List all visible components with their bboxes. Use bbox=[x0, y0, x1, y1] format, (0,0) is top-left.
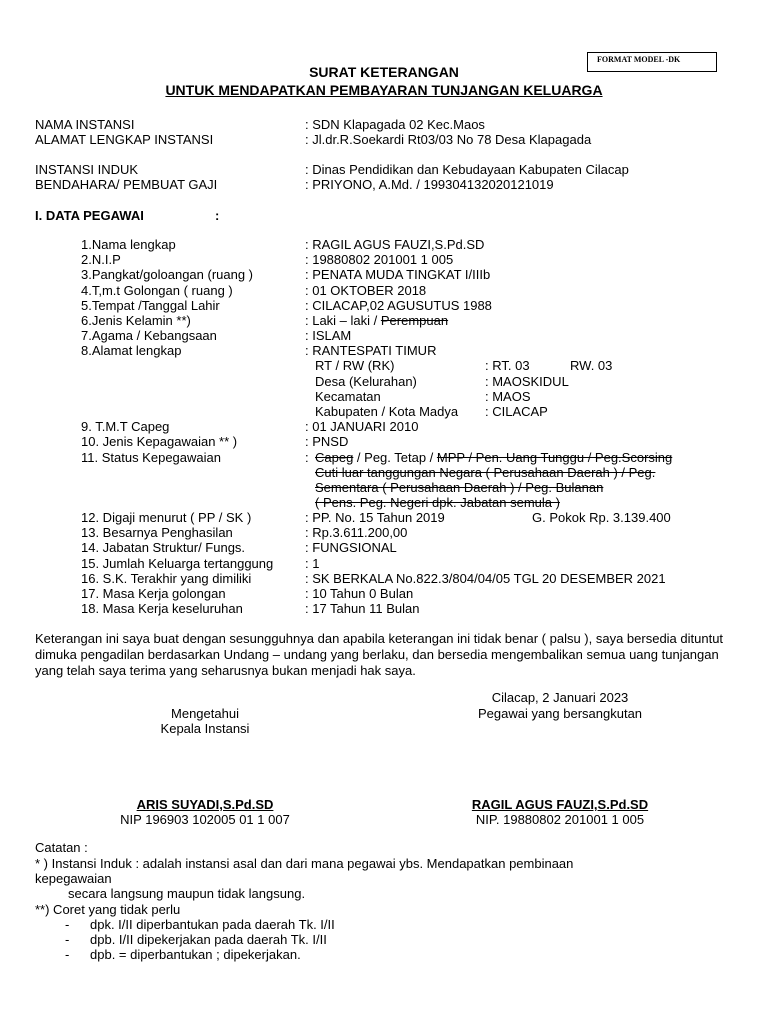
address-desa-label: Desa (Kelurahan) bbox=[315, 374, 417, 389]
field-value-13: : Rp.3.611.200,00 bbox=[305, 525, 408, 540]
field-value-9: : 01 JANUARI 2010 bbox=[305, 419, 419, 434]
address-kab-label: Kabupaten / Kota Madya bbox=[315, 404, 459, 419]
status-peg-tetap: / Peg. Tetap / bbox=[353, 450, 437, 465]
address-kec-label: Kecamatan bbox=[315, 389, 381, 404]
signature-left-nip: NIP 196903 102005 01 1 007 bbox=[120, 812, 290, 827]
address-rw-value: RW. 03 bbox=[570, 358, 613, 373]
field-label-3: 3.Pangkat/goloangan (ruang ) bbox=[81, 267, 254, 282]
notes-bullet-dash-2: - bbox=[65, 932, 70, 947]
field-value-14: : FUNGSIONAL bbox=[305, 540, 397, 555]
field-label-11: 11. Status Kepegawaian bbox=[81, 450, 221, 465]
signature-left-name: ARIS SUYADI,S.Pd.SD bbox=[136, 797, 274, 812]
notes-item-1-cont-2: secara langsung maupun tidak langsung. bbox=[68, 886, 306, 901]
status-line-3: Sementara ( Perusahaan Daerah ) / Peg. Bulanan bbox=[315, 480, 604, 495]
signature-left-line-1: Mengetahui bbox=[171, 706, 239, 721]
signature-place-date: Cilacap, 2 Januari 2023 bbox=[491, 690, 629, 705]
notes-item-2: **) Coret yang tidak perlu bbox=[35, 902, 181, 917]
field-label-14: 14. Jabatan Struktur/ Fungs. bbox=[81, 540, 246, 555]
field-label-2: 2.N.I.P bbox=[81, 252, 121, 267]
instansi-label-nama: NAMA INSTANSI bbox=[35, 117, 135, 132]
field-value-15: : 1 bbox=[305, 556, 320, 571]
status-line-2: Cuti luar tanggungan Negara ( Perusahaan Daerah ) / Peg. bbox=[315, 465, 656, 480]
statement-paragraph: Keterangan ini saya buat dengan sesungguhnya dan apabila keterangan ini tidak benar ( palsu ), saya bersedia dituntut dimuka pengadilan berdasarkan Undang – undang yang berlaku, dan bersedia mengembalikan semua uang tunjangan yang telah saya terima yang seharusnya bukan menjadi hak saya. bbox=[35, 631, 724, 678]
field-label-18: 18. Masa Kerja keseluruhan bbox=[81, 601, 243, 616]
field-label-12: 12. Digaji menurut ( PP / SK ) bbox=[81, 510, 252, 525]
document-title: SURAT KETERANGAN bbox=[309, 64, 459, 80]
signature-right-nip: NIP. 19880802 201001 1 005 bbox=[475, 812, 645, 827]
notes-title: Catatan : bbox=[35, 840, 88, 855]
field-value-3: : PENATA MUDA TINGKAT I/IIIb bbox=[305, 267, 491, 282]
instansi-label-induk: INSTANSI INDUK bbox=[35, 162, 139, 177]
field-value-6-text: : Laki – laki / bbox=[305, 313, 381, 328]
status-line-1 bbox=[315, 450, 672, 465]
field-label-10: 10. Jenis Kepagawaian ** ) bbox=[81, 434, 238, 449]
section-title: I. DATA PEGAWAI bbox=[35, 208, 144, 223]
field-value-12: : PP. No. 15 Tahun 2019 bbox=[305, 510, 445, 525]
field-value-18: : 17 Tahun 11 Bulan bbox=[305, 601, 420, 616]
status-struck-capeg: Capeg bbox=[315, 450, 354, 465]
instansi-value-induk: : Dinas Pendidikan dan Kebudayaan Kabupaten Cilacap bbox=[305, 162, 629, 177]
field-value-1: : RAGIL AGUS FAUZI,S.Pd.SD bbox=[305, 237, 485, 252]
instansi-value-bendahara: : PRIYONO, A.Md. / 199304132020121019 bbox=[305, 177, 554, 192]
field-value-17: : 10 Tahun 0 Bulan bbox=[305, 586, 414, 601]
instansi-label-alamat: ALAMAT LENGKAP INSTANSI bbox=[35, 132, 214, 147]
field-value-5: : CILACAP,02 AGUSUTUS 1988 bbox=[305, 298, 492, 313]
field-value-7: : ISLAM bbox=[305, 328, 352, 343]
notes-item-1: * ) Instansi Induk : adalah instansi asal dan dari mana pegawai ybs. Mendapatkan pembinaan bbox=[35, 856, 574, 871]
field-label-1: 1.Nama lengkap bbox=[81, 237, 176, 252]
field-value-16: : SK BERKALA No.822.3/804/04/05 TGL 20 DESEMBER 2021 bbox=[305, 571, 666, 586]
signature-left-line-2: Kepala Instansi bbox=[160, 721, 250, 736]
field-value-12-gaji-pokok: G. Pokok Rp. 3.139.400 bbox=[532, 510, 671, 525]
instansi-label-bendahara: BENDAHARA/ PEMBUAT GAJI bbox=[35, 177, 218, 192]
field-value-2: : 19880802 201001 1 005 bbox=[305, 252, 454, 267]
status-struck-mpp: MPP / Pen. Uang Tunggu / Peg.Scorsing bbox=[436, 450, 673, 465]
field-label-7: 7.Agama / Kebangsaan bbox=[81, 328, 217, 343]
status-line-4: ( Pens. Peg. Negeri dpk. Jabatan semula ) bbox=[315, 495, 560, 510]
signature-right-name: RAGIL AGUS FAUZI,S.Pd.SD bbox=[471, 797, 649, 812]
field-label-4: 4.T,m.t Golongan ( ruang ) bbox=[81, 283, 233, 298]
field-label-15: 15. Jumlah Keluarga tertanggung bbox=[81, 556, 274, 571]
address-rt-label: RT / RW (RK) bbox=[315, 358, 395, 373]
field-value-10: : PNSD bbox=[305, 434, 349, 449]
instansi-value-alamat: : Jl.dr.R.Soekardi Rt03/03 No 78 Desa Klapagada bbox=[305, 132, 592, 147]
notes-bullet-1: dpk. I/II diperbantukan pada daerah Tk. I/II bbox=[90, 917, 335, 932]
field-value-6-struck: Perempuan bbox=[380, 313, 449, 328]
field-label-8: 8.Alamat lengkap bbox=[81, 343, 182, 358]
status-colon: : bbox=[305, 450, 309, 465]
field-label-9: 9. T.M.T Capeg bbox=[81, 419, 170, 434]
instansi-value-nama: : SDN Klapagada 02 Kec.Maos bbox=[305, 117, 485, 132]
field-label-5: 5.Tempat /Tanggal Lahir bbox=[81, 298, 220, 313]
notes-bullet-dash-3: - bbox=[65, 947, 70, 962]
field-label-13: 13. Besarnya Penghasilan bbox=[81, 525, 233, 540]
address-kab-value: : CILACAP bbox=[485, 404, 548, 419]
notes-bullet-3: dpb. = diperbantukan ; dipekerjakan. bbox=[90, 947, 301, 962]
address-rt-value: : RT. 03 bbox=[485, 358, 530, 373]
document-subtitle: UNTUK MENDAPATKAN PEMBAYARAN TUNJANGAN KELUARGA bbox=[165, 82, 603, 98]
notes-item-1-cont: kepegawaian bbox=[35, 871, 112, 886]
notes-bullet-dash-1: - bbox=[65, 917, 70, 932]
notes-bullet-2: dpb. I/II dipekerjakan pada daerah Tk. I/II bbox=[90, 932, 327, 947]
address-kec-value: : MAOS bbox=[485, 389, 531, 404]
field-value-6 bbox=[305, 313, 448, 328]
field-label-6: 6.Jenis Kelamin **) bbox=[81, 313, 191, 328]
signature-right-line-1: Pegawai yang bersangkutan bbox=[477, 706, 643, 721]
field-value-8: : RANTESPATI TIMUR bbox=[305, 343, 437, 358]
field-value-4: : 01 OKTOBER 2018 bbox=[305, 283, 427, 298]
address-desa-value: : MAOSKIDUL bbox=[485, 374, 569, 389]
section-colon: : bbox=[215, 208, 220, 223]
format-label: FORMAT MODEL -DK bbox=[597, 55, 681, 64]
field-label-16: 16. S.K. Terakhir yang dimiliki bbox=[81, 571, 252, 586]
field-label-17: 17. Masa Kerja golongan bbox=[81, 586, 226, 601]
